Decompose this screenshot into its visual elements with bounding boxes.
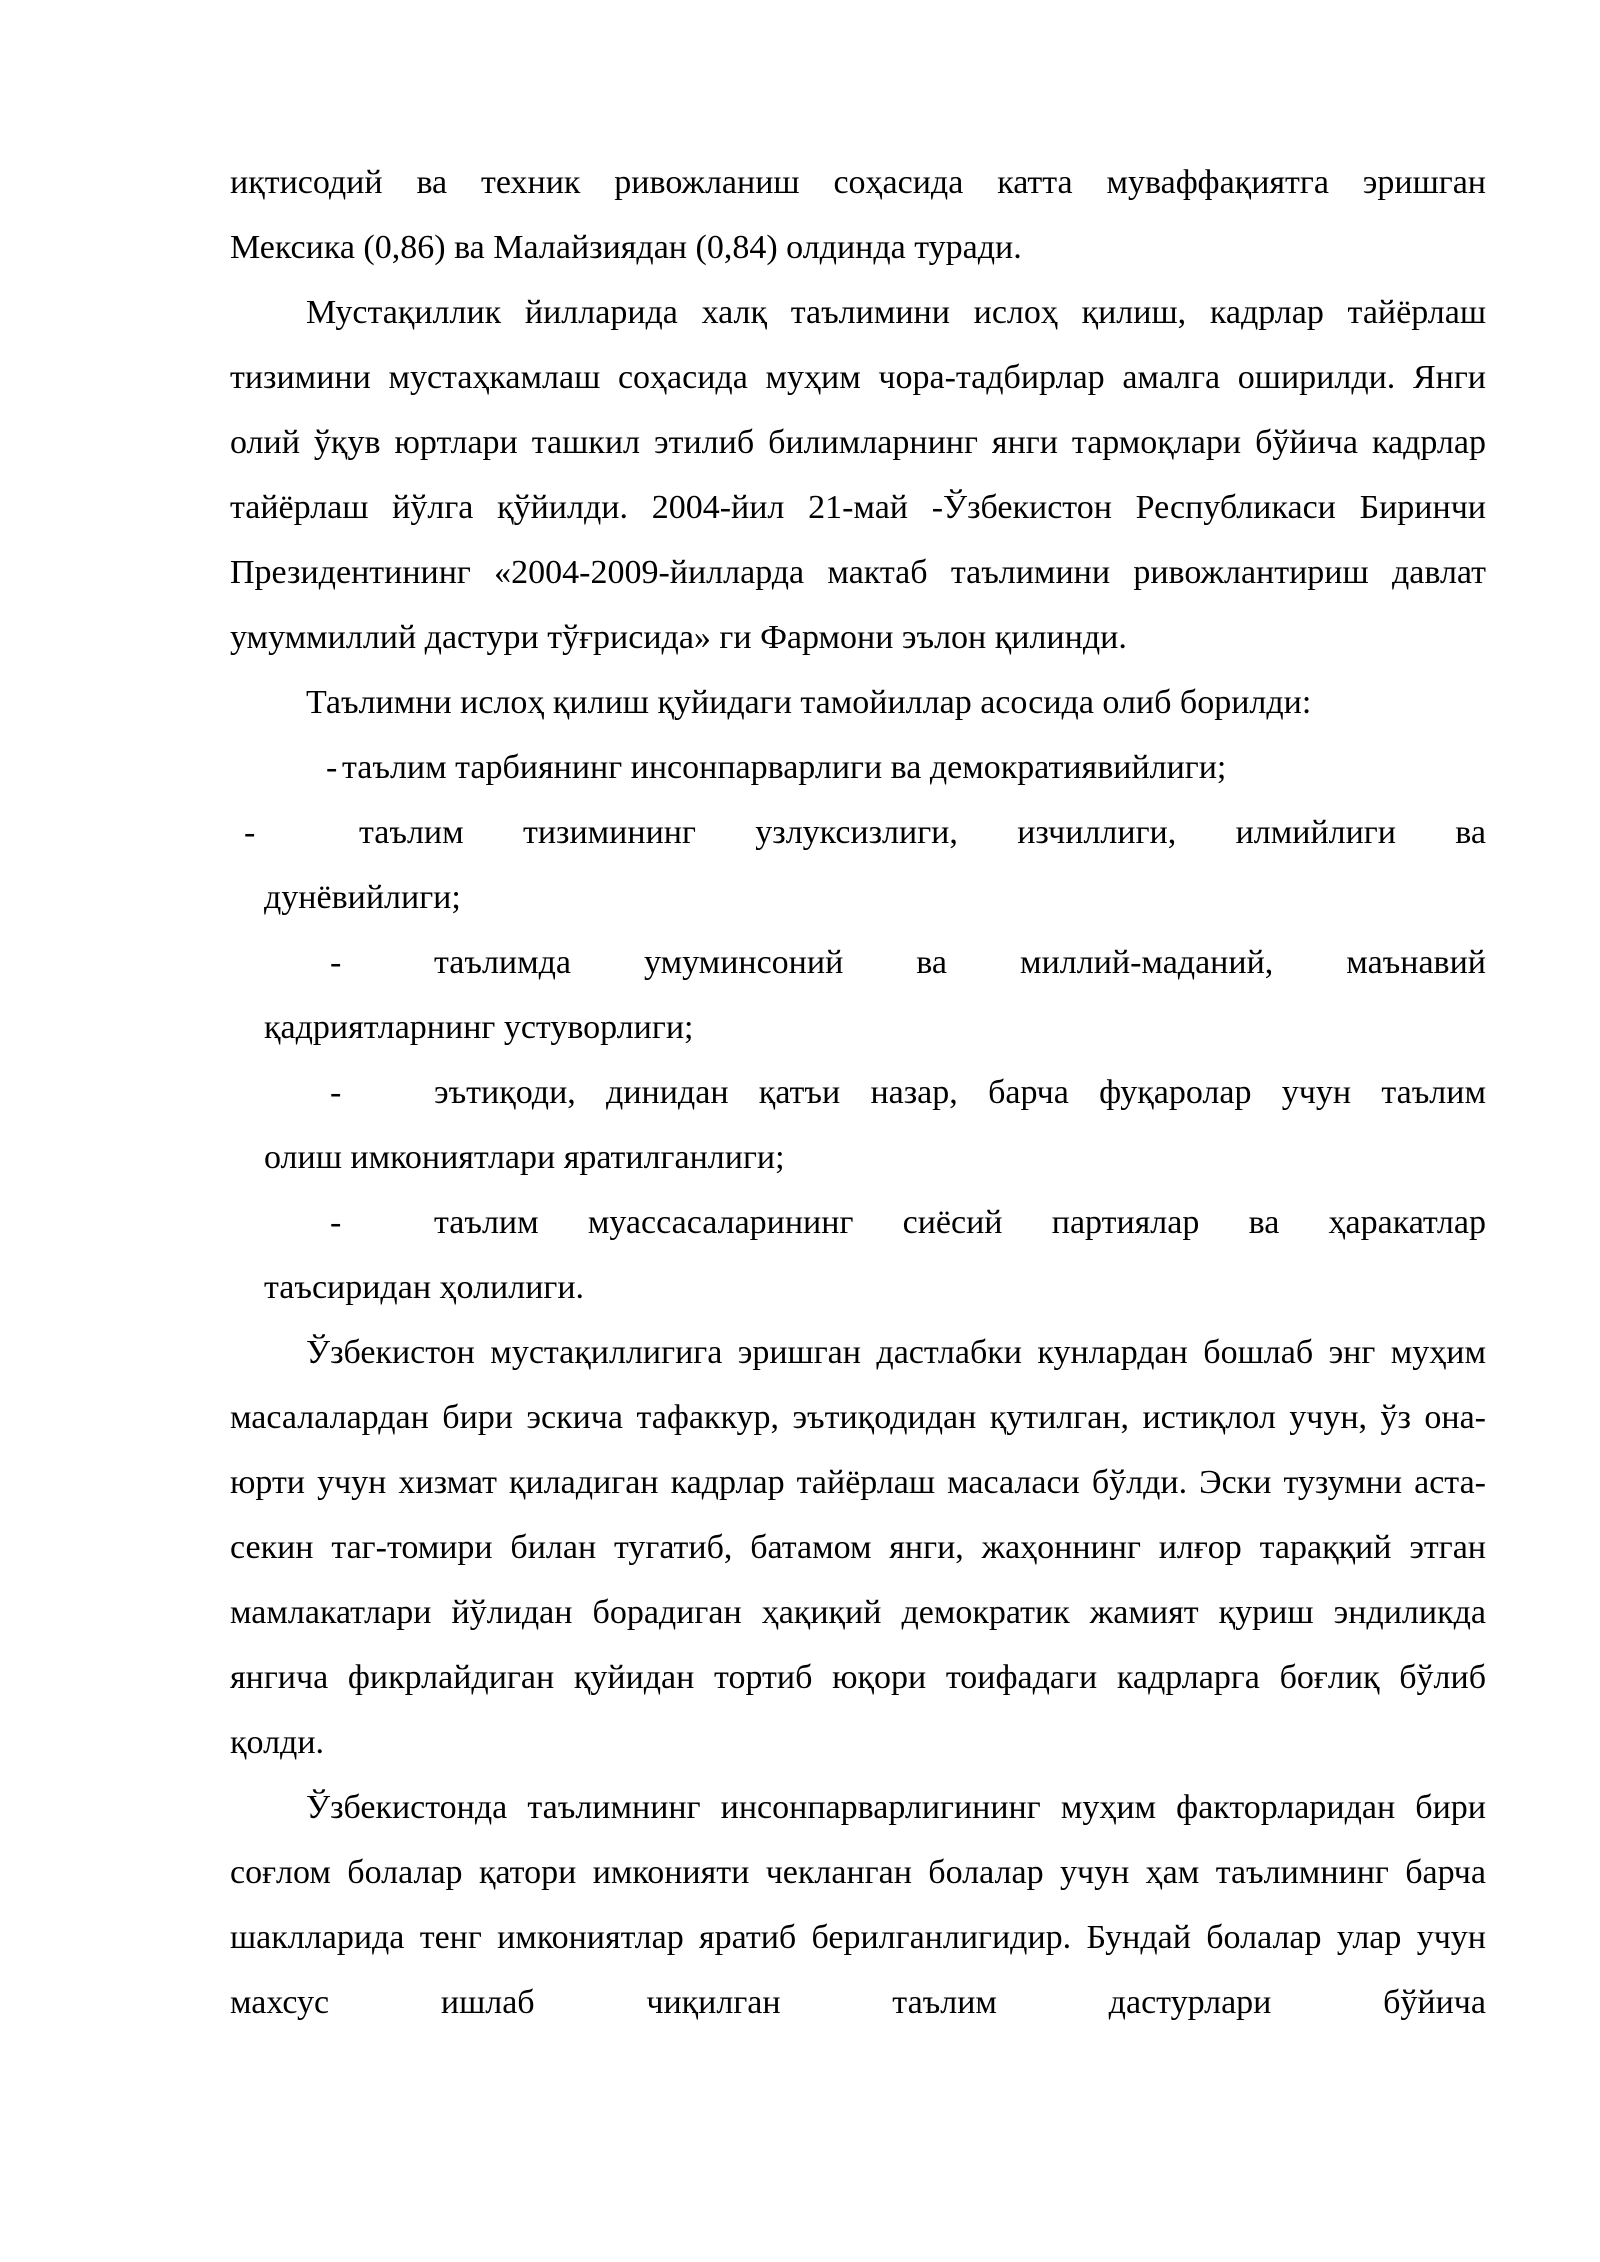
list-item-text-line-1: таълим муассасаларининг сиёсий партиялар ва ҳаракатлар [434, 1204, 1486, 1241]
list-item [230, 735, 1486, 800]
paragraph-inclusive-education: Ўзбекистонда таълимнинг инсонпарварлигининг муҳим факторларидан бири соғлом болалар қатори имконияти чекланган болалар учун ҳам таълимнинг барча шаклларида тенг имкониятлар яратиб берилганлигидир. Бундай болалар улар учун махсус ишлаб чиқилган таълим дастурлари бўйича [230, 1789, 1486, 2021]
list-dash: - [326, 749, 338, 786]
paragraph-cadre-training: Ўзбекистон мустақиллигига эришган дастлабки кунлардан бошлаб энг муҳим масалалардан бири эскича тафаккур, эътиқодидан қутилган, истиқлол учун, ўз она-юрти учун хизмат қиладиган кадрлар тайёрлаш масаласи бўлди. Эски тузумни аста-секин таг-томири билан тугатиб, батамом янги, жаҳоннинг илғор тараққий этган мамлакатлари йўлидан борадиган ҳақиқий демократик жамият қуриш эндиликда янгича фикрлайдиган қуйидан тортиб юқори тоифадаги кадрларга боғлиқ бўлиб қолди. [230, 1334, 1486, 1761]
paragraph-continuation-line-1: иқтисодий ва техник ривожланиш соҳасида катта муваффақиятга эришган [230, 164, 1486, 201]
paragraph-principles-intro: Таълимни ислоҳ қилиш қуйидаги тамойиллар асосида олиб борилди: [306, 684, 1312, 721]
paragraph-continuation-line-2: Мексика (0,86) ва Малайзиядан (0,84) олдинда туради. [230, 229, 1022, 266]
document-body [230, 150, 1486, 2035]
list-item-text-line-1: таълим тизимининг узлуксизлиги, изчиллиги, илмийлиги ва [359, 814, 1486, 851]
list-dash: - [330, 1074, 342, 1111]
list-dash: - [330, 1204, 342, 1241]
list-item-text-line-2: дунёвийлиги; [264, 879, 461, 916]
list-item [230, 1060, 1486, 1190]
list-item-text-line-2: қадриятларнинг устуворлиги; [264, 1009, 694, 1046]
list-item-text-line-2: таъсиридан ҳолилиги. [264, 1269, 585, 1306]
list-item [230, 800, 1486, 930]
list-item-text-line-1: эътиқоди, динидан қатъи назар, барча фуқаролар учун таълим [434, 1074, 1486, 1111]
list-item [230, 930, 1486, 1060]
list-item-text-line-2: олиш имкониятлари яратилганлиги; [264, 1139, 785, 1176]
list-item [230, 1190, 1486, 1320]
list-dash: - [244, 814, 256, 851]
paragraph-independence-reforms: Мустақиллик йилларида халқ таълимини ислоҳ қилиш, кадрлар тайёрлаш тизимини мустаҳкамлаш соҳасида муҳим чора-тадбирлар амалга оширилди. Янги олий ўқув юртлари ташкил этилиб билимларнинг янги тармоқлари бўйича кадрлар тайёрлаш йўлга қўйилди. 2004-йил 21-май -Ўзбекистон Республикаси Биринчи Президентининг «2004-2009-йилларда мактаб таълимини ривожлантириш давлат умуммиллий дастури тўғрисида» ги Фармони эълон қилинди. [230, 294, 1486, 656]
list-item-text-line-1: таълимда умуминсоний ва миллий-маданий, маънавий [434, 944, 1486, 981]
list-item-text: таълим тарбиянинг инсонпарварлиги ва демократиявийлиги; [342, 749, 1227, 786]
list-dash: - [330, 944, 342, 981]
